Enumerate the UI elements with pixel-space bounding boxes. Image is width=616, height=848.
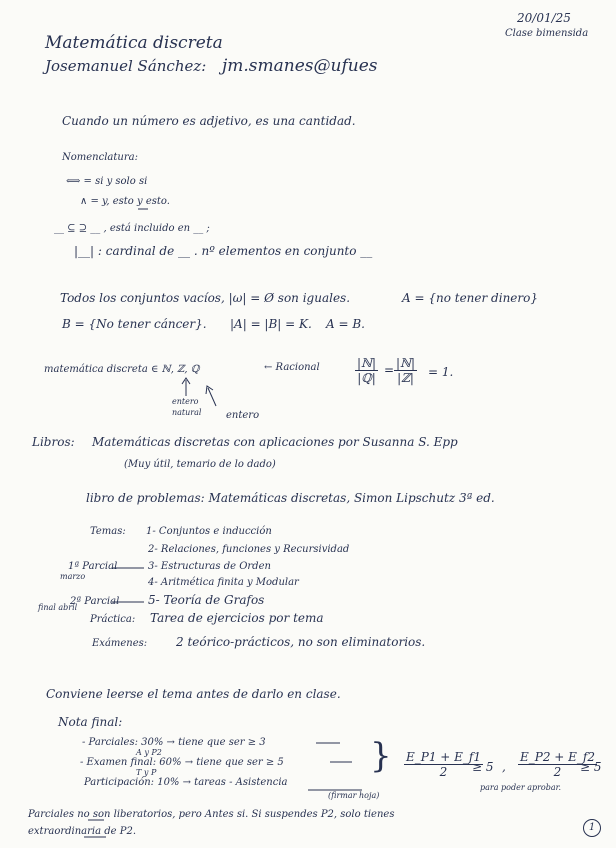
fraction-n-over-q-num: |ℕ| — [357, 356, 377, 370]
parcial-2-note: final abril — [38, 603, 78, 612]
date: 20/01/25 — [517, 11, 571, 25]
page-number: 1 — [583, 819, 601, 837]
comma: , — [502, 760, 506, 774]
fraction-n-over-q-den: |ℚ| — [357, 371, 376, 385]
nomenclature-and: ∧ = y, esto y esto. — [80, 196, 170, 207]
grading-parciales: - Parciales: 30% → tiene que ser ≥ 3 — [82, 737, 266, 748]
topic-5: 5- Teoría de Grafos — [148, 593, 265, 607]
grading-participacion: Participación: 10% → tareas - Asistencia — [84, 777, 288, 788]
racional-label: ← Racional — [264, 362, 320, 373]
nomenclature-cardinal: |__| : cardinal de __ . nº elementos en conjunto __ — [74, 244, 373, 258]
instructor-name: Josemanuel Sánchez: — [45, 57, 207, 75]
intro-sentence: Cuando un número es adjetivo, es una cantidad. — [62, 114, 356, 128]
practica-label: Práctica: — [90, 614, 136, 625]
fraction-n-over-z-num: |ℕ| — [396, 356, 416, 370]
entero-label: entero — [226, 410, 260, 421]
parcial-2: 2ª Parcial — [70, 596, 120, 607]
natural-prefix: entero — [172, 397, 199, 406]
arrow-entero — [208, 388, 216, 406]
book-lipschutz: libro de problemas: Matemáticas discretas, Simon Lipschutz 3ª ed. — [86, 491, 495, 505]
grading-participacion-note: T y P — [136, 768, 157, 777]
cardinal-equality: |A| = |B| = K. — [230, 317, 312, 331]
arrow-entero-head — [206, 386, 213, 394]
advice: Conviene leerse el tema antes de darlo en clase. — [46, 687, 341, 701]
condition-note: para poder aprobar. — [480, 783, 562, 792]
instructor-email: jm.smanes@ufues — [222, 56, 378, 76]
topic-2: 2- Relaciones, funciones y Recursividad — [148, 544, 350, 555]
book-epp: Matemáticas discretas con aplicaciones por Susanna S. Epp — [92, 435, 458, 449]
condition-2-den: 2 — [553, 765, 562, 779]
books-label: Libros: — [32, 435, 75, 449]
footer-line-2: extraordinaria de P2. — [28, 826, 137, 837]
grading-examen: - Examen final: 60% → tiene que ser ≥ 5 — [80, 757, 284, 768]
empty-sets-line: Todos los conjuntos vacíos, |ω| = Ø son iguales. — [60, 291, 351, 305]
exams-label: Exámenes: — [92, 638, 148, 649]
set-a: A = {no tener dinero} — [402, 291, 539, 305]
set-b: B = {No tener cáncer}. — [62, 317, 207, 331]
practica-text: Tarea de ejercicios por tema — [150, 611, 324, 625]
condition-1-rel: ≥ 5 — [472, 760, 494, 774]
natural-note: natural — [172, 408, 202, 417]
footer-line-1: Parciales no son liberatorios, pero Antes si. Si suspendes P2, solo tienes — [28, 809, 395, 820]
nomenclature-subset: __ ⊆ ⊇ __ , está incluido en __ ; — [54, 223, 210, 234]
number-sets-label: matemática discreta ∈ ℕ, ℤ, ℚ — [44, 364, 200, 375]
topics-label: Temas: — [90, 526, 126, 537]
nomenclature-heading: Nomenclatura: — [62, 152, 138, 163]
condition-1-den: 2 — [439, 765, 448, 779]
equals-sign: = — [384, 363, 395, 377]
page-title: Matemática discreta — [45, 33, 223, 53]
parcial-1-note: marzo — [60, 572, 86, 581]
nomenclature-iff: ⟺ = si y solo si — [66, 176, 148, 187]
topic-1: 1- Conjuntos e inducción — [146, 526, 272, 537]
a-equals-b: A = B. — [326, 317, 365, 331]
exams-text: 2 teórico-prácticos, no son eliminatorios. — [176, 635, 426, 649]
fraction-result: = 1. — [428, 365, 454, 379]
grading-firmar: (firmar hoja) — [328, 791, 380, 800]
parcial-1: 1ª Parcial — [68, 561, 118, 572]
condition-2-num: E_P2 + E_f2 — [520, 750, 595, 764]
topic-4: 4- Aritmética finita y Modular — [148, 577, 299, 588]
book-epp-note: (Muy útil, temario de lo dado) — [124, 459, 276, 470]
grading-label: Nota final: — [58, 715, 123, 729]
topic-3: 3- Estructuras de Orden — [148, 561, 271, 572]
condition-1-num: E_P1 + E_f1 — [406, 750, 481, 764]
fraction-n-over-z-den: |ℤ| — [397, 371, 414, 385]
session-note: Clase bimensida — [505, 28, 589, 39]
grading-parciales-note: A y P2 — [136, 748, 162, 757]
condition-2-rel: ≥ 5 — [580, 760, 602, 774]
curly-brace: } — [370, 736, 392, 776]
